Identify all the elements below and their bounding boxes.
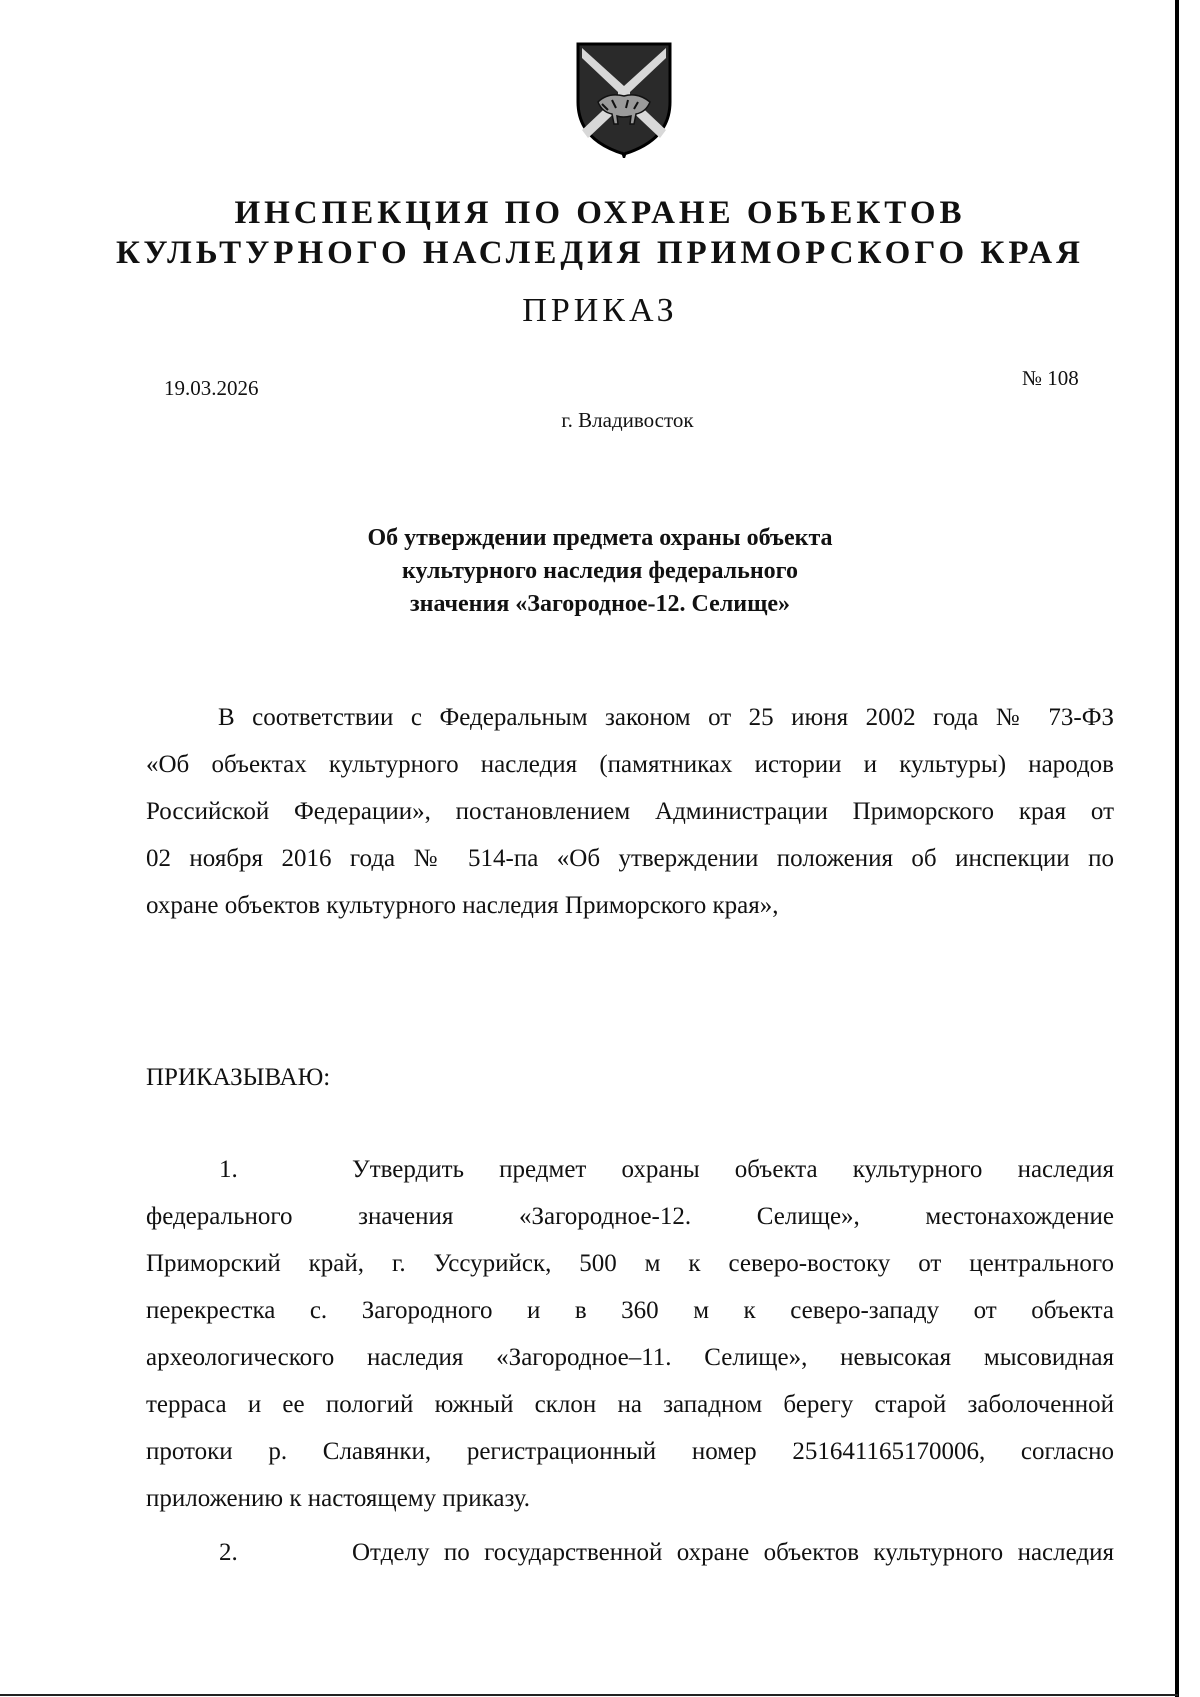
subject-line-3: значения «Загородное-12. Селище» [409, 591, 791, 617]
document-date: 19.03.2026 [164, 376, 259, 400]
preamble-line-2: «Об объектах культурного наследия (памятниках истории и культуры) народов [146, 751, 1114, 778]
document-subject [300, 522, 900, 621]
authority-name-line-2: КУЛЬТУРНОГО НАСЛЕДИЯ ПРИМОРСКОГО КРАЯ [116, 235, 1084, 271]
item-1-line-7: протоки р. Славянки, регистрационный номер 251641165170006, согласно [146, 1438, 1114, 1465]
authority-name-line-1: ИНСПЕКЦИЯ ПО ОХРАНЕ ОБЪЕКТОВ [234, 195, 966, 231]
scan-margin-right [1178, 0, 1200, 1697]
scan-edge-bottom [0, 1694, 1178, 1696]
document-city: г. Владивосток [561, 408, 694, 432]
item-2-line-1: Отделу по государственной охране объектов культурного наследия [352, 1539, 1114, 1566]
preamble [146, 694, 1114, 929]
item-1-line-6: терраса и ее пологий южный склон на западном берегу старой заболоченной [146, 1391, 1114, 1418]
item-1-line-1: Утвердить предмет охраны объекта культурного наследия [352, 1156, 1114, 1183]
preamble-line-4: 02 ноября 2016 года № 514-па «Об утверждении положения об инспекции по [146, 845, 1114, 872]
document-type: ПРИКАЗ [522, 292, 678, 329]
document-number: № 108 [1022, 366, 1079, 390]
item-1-line-2: федерального значения «Загородное-12. Селище», местонахождение [146, 1203, 1114, 1230]
subject-line-1: Об утверждении предмета охраны объекта [367, 525, 833, 551]
preamble-line-3: Российской Федерации», постановлением Администрации Приморского края от [146, 798, 1114, 825]
item-1-line-8: приложению к настоящему приказу. [146, 1485, 531, 1512]
coat-of-arms-icon [572, 40, 676, 158]
orders-word: ПРИКАЗЫВАЮ: [146, 1064, 331, 1091]
order-item-2 [146, 1529, 1114, 1576]
order-item-1 [146, 1146, 1114, 1522]
item-1-number: 1. [219, 1156, 238, 1183]
scan-edge-line [1175, 0, 1179, 1697]
preamble-line-1: В соответствии с Федеральным законом от 25 июня 2002 года № 73-ФЗ [218, 704, 1114, 731]
item-1-line-3: Приморский край, г. Уссурийск, 500 м к северо-востоку от центрального [146, 1250, 1114, 1277]
subject-line-2: культурного наследия федерального [402, 558, 798, 584]
item-2-number: 2. [219, 1539, 238, 1566]
preamble-line-5: охране объектов культурного наследия Приморского края», [146, 892, 779, 919]
item-1-line-4: перекрестка с. Загородного и в 360 м к северо-западу от объекта [146, 1297, 1114, 1324]
item-1-line-5: археологического наследия «Загородное–11. Селище», невысокая мысовидная [146, 1344, 1114, 1371]
